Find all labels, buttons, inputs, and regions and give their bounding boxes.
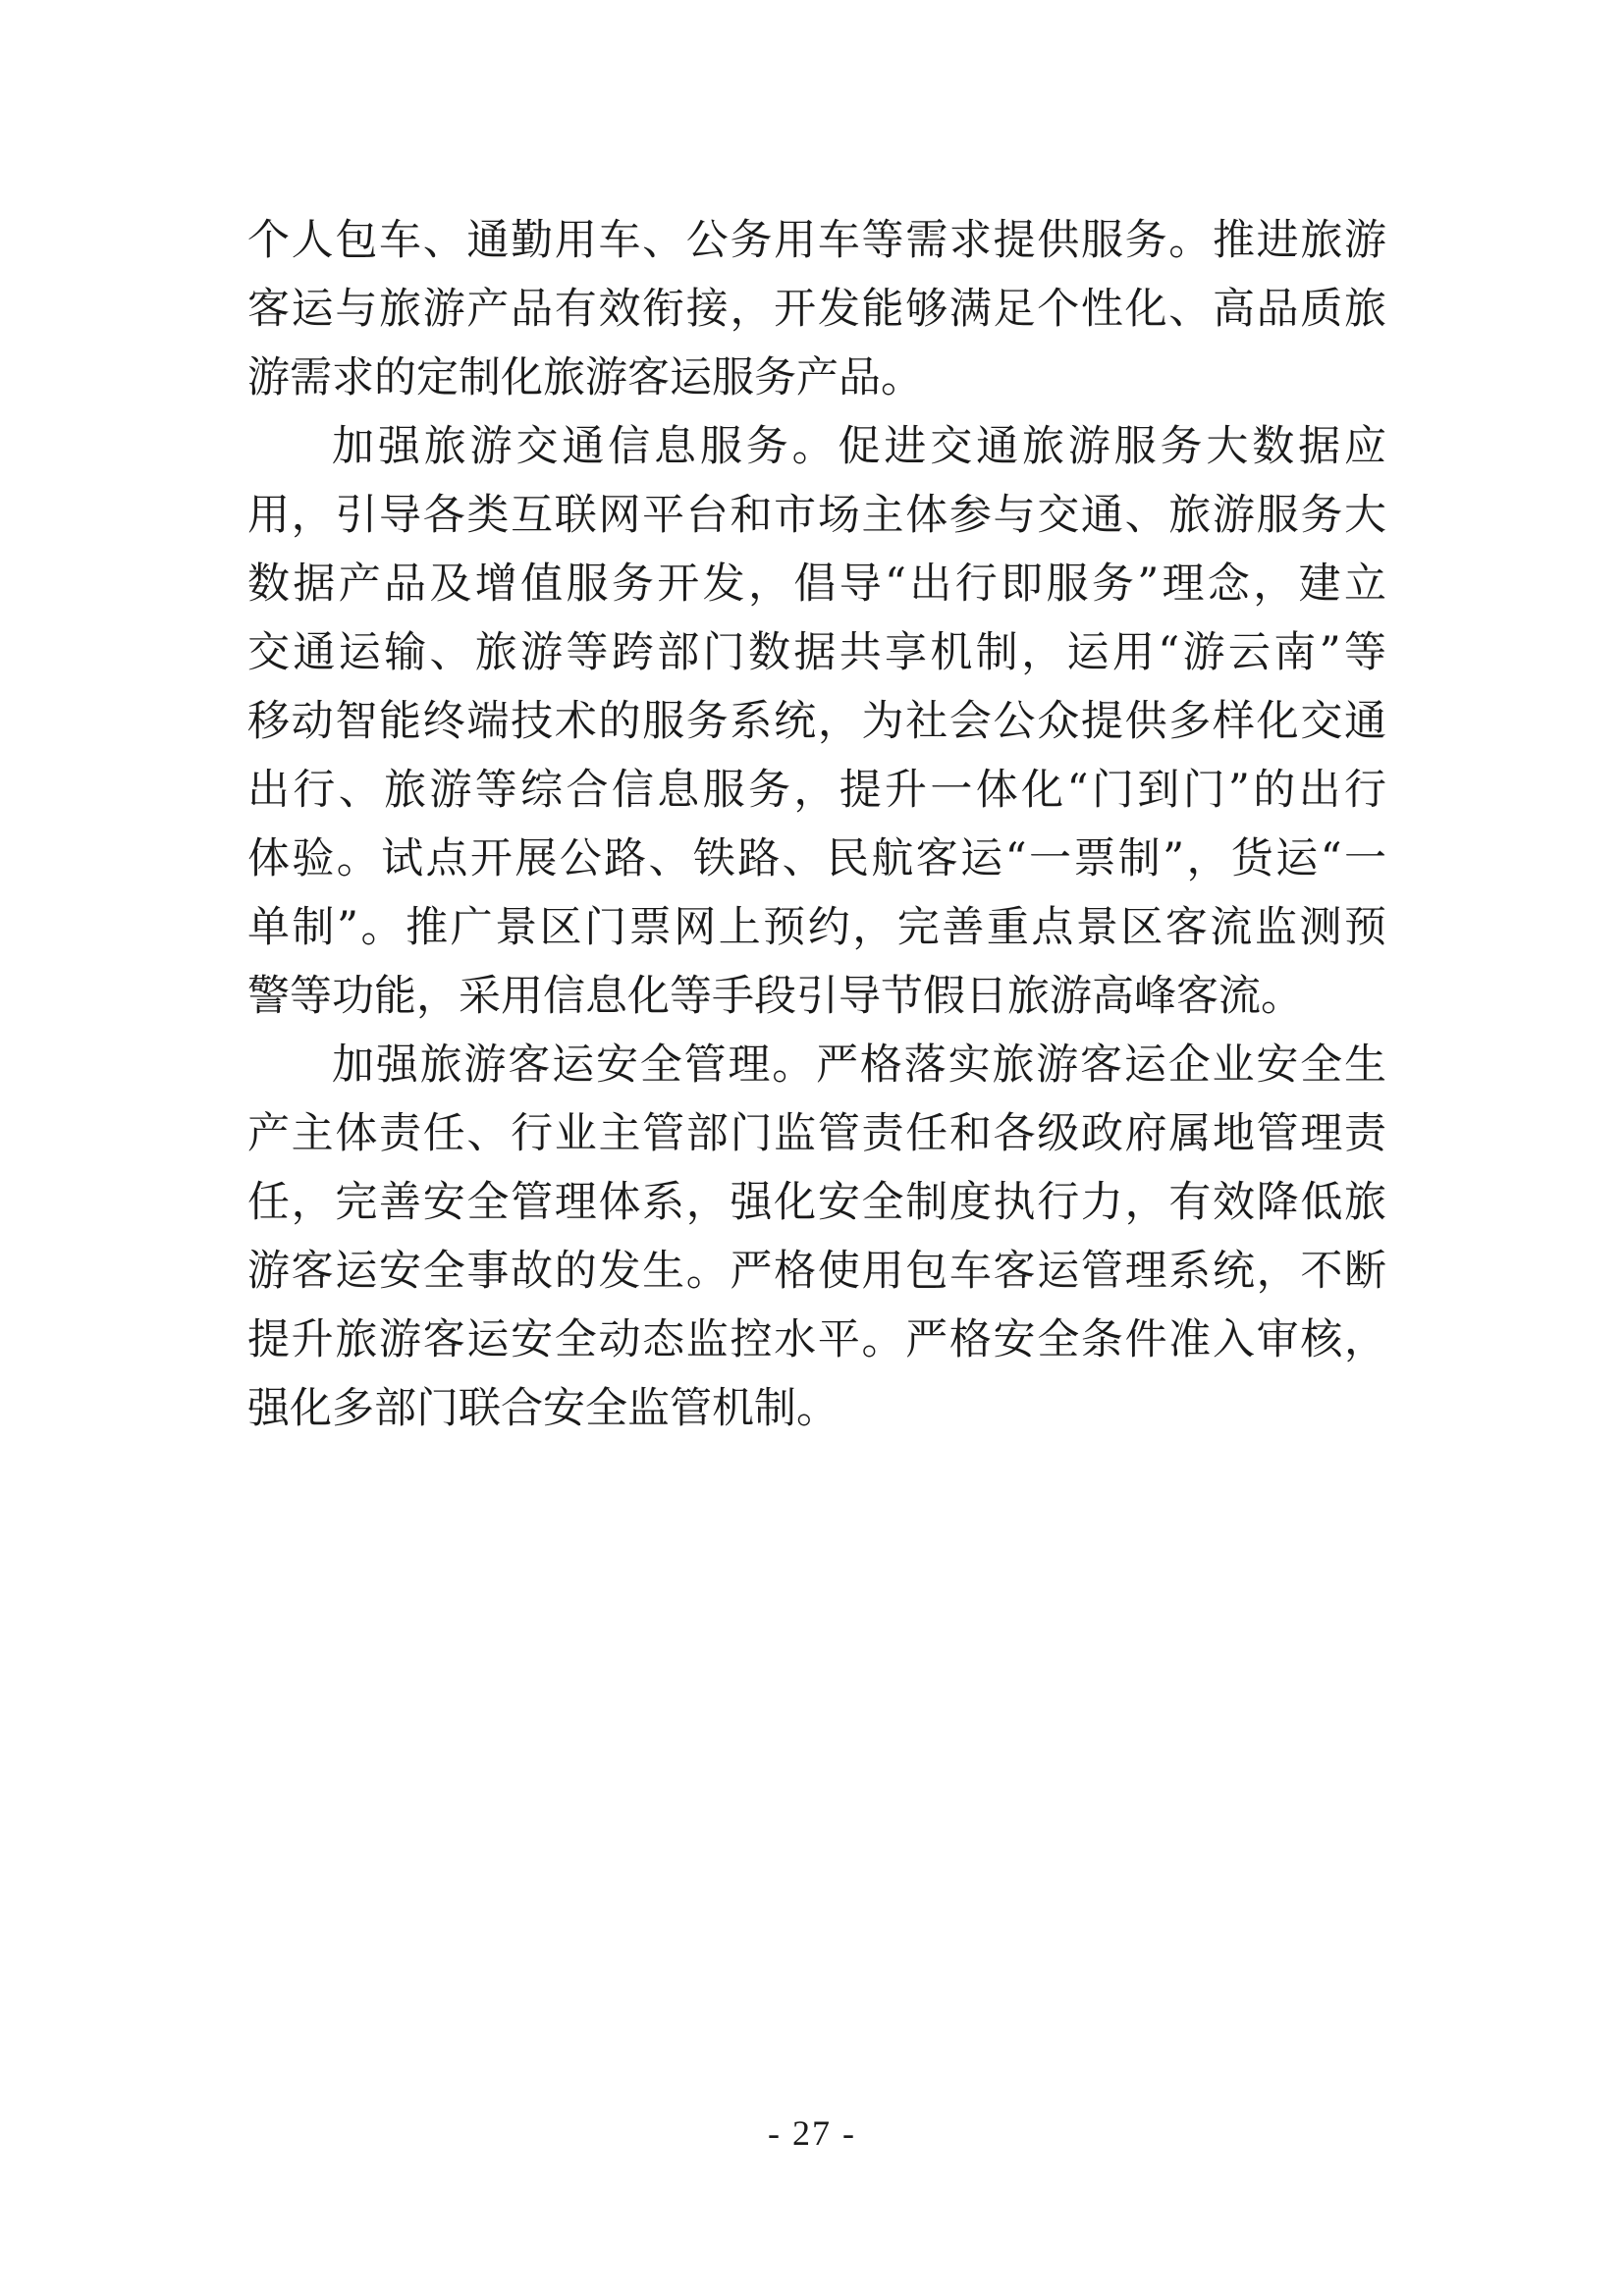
paragraph-2-line-8: 单制”。推广景区门票网上预约，完善重点景区客流监测预 <box>247 903 1386 952</box>
paragraph-3-line-6: 强化多部门联合安全监管机制。 <box>247 1384 839 1433</box>
paragraph-2-line-1: 加强旅游交通信息服务。促进交通旅游服务大数据应 <box>332 422 1386 471</box>
paragraph-2-line-4: 交通运输、旅游等跨部门数据共享机制，运用“游云南”等 <box>247 628 1386 677</box>
body-text <box>247 206 1386 1443</box>
paragraph-2-line-3: 数据产品及增值服务开发，倡导“出行即服务”理念，建立 <box>247 560 1386 609</box>
paragraph-3-line-3: 任，完善安全管理体系，强化安全制度执行力，有效降低旅 <box>247 1178 1386 1227</box>
paragraph-2-line-9: 警等功能，采用信息化等手段引导节假日旅游高峰客流。 <box>247 972 1303 1021</box>
paragraph-1-line-1: 个人包车、通勤用车、公务用车等需求提供服务。推进旅游 <box>247 216 1386 265</box>
paragraph-2-line-7: 体验。试点开展公路、铁路、民航客运“一票制”，货运“一 <box>247 834 1386 883</box>
paragraph-2-line-2: 用，引导各类互联网平台和市场主体参与交通、旅游服务大 <box>247 491 1386 540</box>
paragraph-1-line-2: 客运与旅游产品有效衔接，开发能够满足个性化、高品质旅 <box>247 285 1386 334</box>
paragraph-3-line-1: 加强旅游客运安全管理。严格落实旅游客运企业安全生 <box>332 1041 1386 1090</box>
paragraph-3-line-5: 提升旅游客运安全动态监控水平。严格安全条件准入审核， <box>247 1315 1386 1364</box>
page-number: - 27 - <box>768 2113 856 2153</box>
paragraph-2-line-5: 移动智能终端技术的服务系统，为社会公众提供多样化交通 <box>247 697 1386 746</box>
paragraph-3-line-2: 产主体责任、行业主管部门监管责任和各级政府属地管理责 <box>247 1109 1386 1158</box>
paragraph-1-line-3: 游需求的定制化旅游客运服务产品。 <box>247 353 923 402</box>
paragraph-3-line-4: 游客运安全事故的发生。严格使用包车客运管理系统，不断 <box>247 1247 1386 1296</box>
paragraph-2-line-6: 出行、旅游等综合信息服务，提升一体化“门到门”的出行 <box>247 766 1386 815</box>
